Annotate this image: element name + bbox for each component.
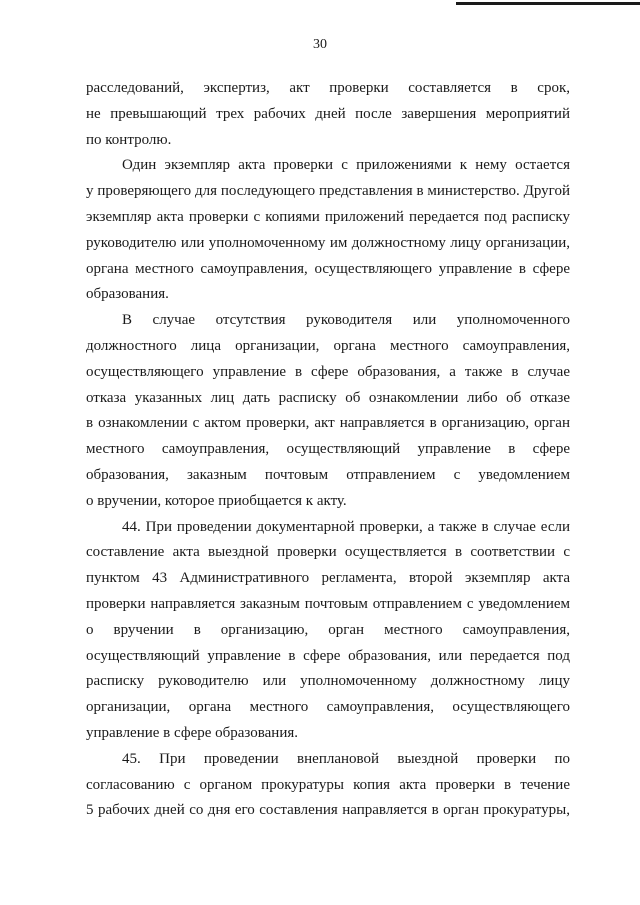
text-line: Один экземпляр акта проверки с приложениями к нему остается	[122, 157, 570, 174]
text-line: расследований, экспертиз, акт проверки составляется в срок,	[86, 80, 570, 96]
text-line: проверки направляется заказным почтовым отправлением с уведомлением	[86, 595, 570, 612]
text-line: 5 рабочих дней со дня его составления направляется в орган прокуратуры,	[86, 802, 570, 819]
text-line: организации, органа местного самоуправления, осуществляющего	[86, 699, 570, 716]
paragraph-44	[86, 515, 570, 747]
paragraph-act-copy	[86, 153, 570, 308]
paragraph-absence-case	[86, 308, 570, 514]
paragraph-continuation	[86, 76, 570, 153]
page-number: 30	[313, 37, 327, 52]
paragraph-45	[86, 747, 570, 824]
text-line: экземпляр акта проверки с копиями приложений передается под расписку	[86, 208, 570, 225]
text-line: осуществляющего управление в сфере образования, а также в случае	[86, 363, 570, 380]
text-line: 44. При проведении документарной проверки, а также в случае если	[122, 518, 570, 535]
text-line: образования, заказным почтовым отправлением с уведомлением	[86, 466, 570, 483]
text-line: расписку руководителю или уполномоченному должностному лицу	[86, 673, 570, 690]
text-line: управление в сфере образования.	[86, 724, 299, 741]
text-line: пунктом 43 Административного регламента, второй экземпляр акта	[86, 570, 570, 587]
text-line: образования.	[86, 286, 169, 303]
text-line: органа местного самоуправления, осуществляющего управление в сфере	[86, 260, 570, 277]
text-line: руководителю или уполномоченному им должностному лицу организации,	[86, 234, 570, 251]
text-line: не превышающий трех рабочих дней после завершения мероприятий	[86, 105, 570, 122]
text-line: о вручении в организацию, орган местного самоуправления,	[86, 621, 570, 638]
text-line: местного самоуправления, осуществляющий управление в сфере	[86, 441, 570, 458]
text-line: должностного лица организации, органа местного самоуправления,	[86, 337, 570, 354]
text-line: по контролю.	[86, 131, 172, 148]
document-body	[86, 76, 570, 824]
text-line: отказа указанных лиц дать расписку об ознакомлении либо об отказе	[86, 389, 570, 406]
text-line: В случае отсутствия руководителя или уполномоченного	[122, 312, 570, 329]
text-line: согласованию с органом прокуратуры копия акта проверки в течение	[86, 776, 570, 793]
text-line: о вручении, которое приобщается к акту.	[86, 492, 347, 509]
top-rule	[456, 2, 640, 5]
text-line: у проверяющего для последующего представления в министерство. Другой	[86, 183, 570, 200]
text-line: составление акта выездной проверки осуществляется в соответствии с	[86, 544, 570, 561]
text-line: 45. При проведении внеплановой выездной проверки по	[122, 750, 570, 767]
text-line: осуществляющий управление в сфере образования, или передается под	[86, 647, 570, 664]
text-line: в ознакомлении с актом проверки, акт направляется в организацию, орган	[86, 415, 570, 432]
